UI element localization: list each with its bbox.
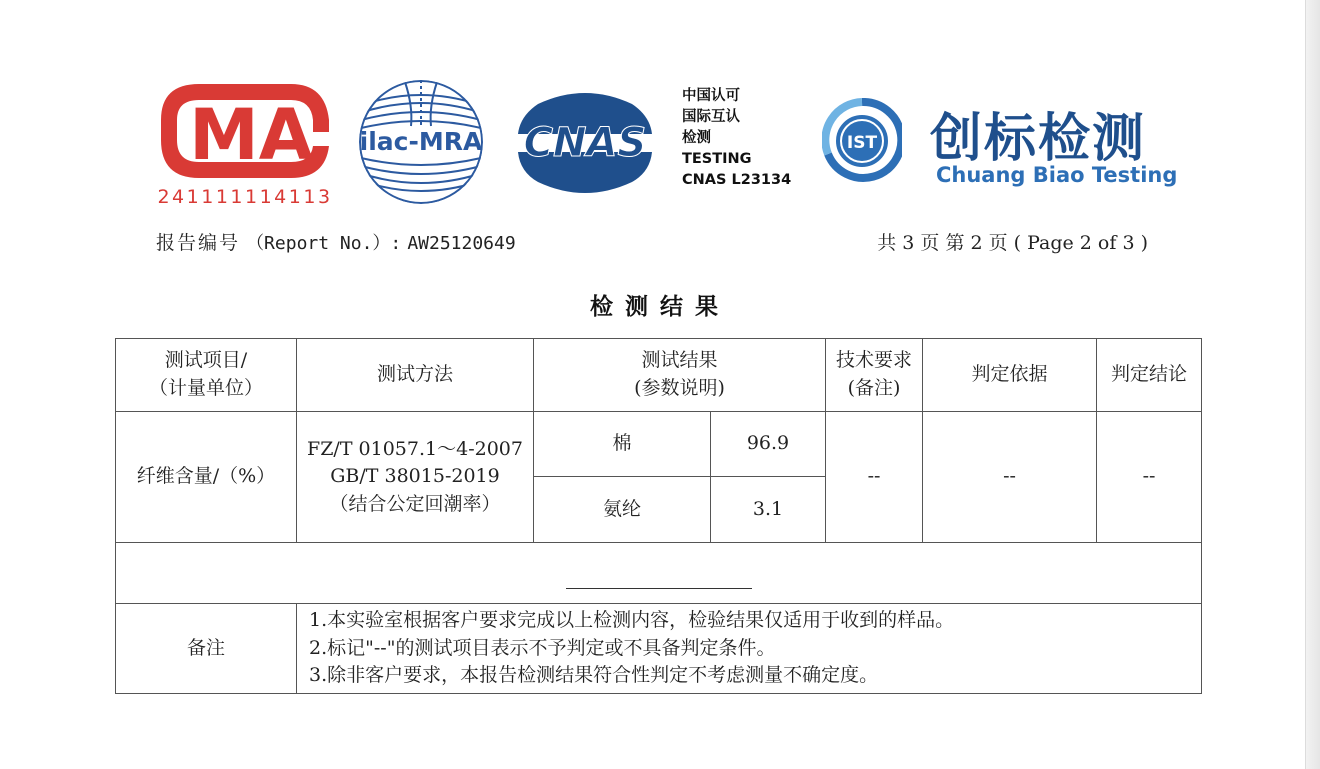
header-item-line1: 测试项目/ [164, 349, 248, 372]
header-row [116, 339, 1202, 412]
header-requirement-line2: (备注) [847, 377, 901, 399]
ist-logo [822, 98, 902, 184]
cnas-logo [510, 90, 660, 196]
header-result [534, 339, 826, 412]
method-line1: FZ/T 01057.1～4-2007 [307, 437, 523, 460]
cell-basis: -- [923, 412, 1097, 543]
brand-name-en: Chuang Biao Testing [936, 163, 1178, 187]
cell-result-name: 氨纶 [534, 477, 711, 543]
page-count: 共 3 页 第 2 页 ( Page 2 of 3 ) [877, 232, 1148, 254]
page-title: 检测结果 [590, 293, 730, 320]
ilac-mra-logo [355, 76, 487, 208]
header-method: 测试方法 [297, 339, 534, 412]
report-number [156, 228, 516, 255]
header-item [116, 339, 297, 412]
header-item-line2: （计量单位） [148, 377, 263, 399]
cnas-caption-line: CNAS L23134 [682, 172, 792, 188]
header-requirement-line1: 技术要求 [836, 349, 913, 372]
table-row [116, 412, 1202, 477]
separator-line [566, 588, 752, 589]
method-line2: GB/T 38015-2019 [330, 465, 500, 488]
header-result-line1: 测试结果 [641, 349, 718, 372]
header-conclusion: 判定结论 [1097, 339, 1202, 412]
cnas-caption [682, 86, 812, 191]
cell-conclusion: -- [1097, 412, 1202, 543]
note-line: 3.除非客户要求，本报告检测结果符合性判定不考虑测量不确定度。 [309, 664, 879, 687]
cnas-caption-line: 中国认可 [682, 88, 740, 104]
cma-logo [155, 76, 335, 208]
separator-cell [116, 543, 1202, 604]
note-line: 1.本实验室根据客户要求完成以上检测内容，检验结果仅适用于收到的样品。 [309, 609, 955, 632]
header-basis: 判定依据 [923, 339, 1097, 412]
note-line: 2.标记"--"的测试项目表示不予判定或不具备判定条件。 [309, 636, 776, 659]
cnas-caption-line: TESTING [682, 151, 752, 167]
cell-item: 纤维含量/（%） [116, 412, 297, 543]
header-requirement [826, 339, 923, 412]
notes-content [297, 604, 1202, 694]
cell-result-name: 棉 [534, 412, 711, 477]
logo-strip [0, 0, 1300, 215]
cell-method [297, 412, 534, 543]
cell-result-value: 96.9 [711, 412, 826, 477]
notes-label: 备注 [116, 604, 297, 694]
cnas-caption-line: 检测 [682, 130, 711, 146]
results-table [115, 338, 1202, 694]
separator-row [116, 543, 1202, 604]
method-line3: （结合公定回潮率） [329, 492, 501, 515]
notes-row [116, 604, 1202, 694]
cnas-text: CNAS [523, 120, 647, 166]
report-no-label-en: （Report No.）: [246, 233, 402, 254]
ilac-text: ilac-MRA [359, 127, 483, 156]
cma-number: 241111114113 [157, 186, 333, 208]
cma-letters: MA [189, 94, 313, 176]
ist-text: IST [846, 133, 878, 153]
cell-result-value: 3.1 [711, 477, 826, 543]
report-no-label: 报告编号 [156, 232, 241, 254]
report-no-value: AW25120649 [407, 233, 516, 254]
page-edge [1305, 0, 1320, 769]
cnas-caption-line: 国际互认 [682, 109, 740, 125]
header-result-line2: (参数说明) [634, 377, 725, 399]
brand-name-cn: 创标检测 [930, 109, 1147, 169]
cell-requirement: -- [826, 412, 923, 543]
